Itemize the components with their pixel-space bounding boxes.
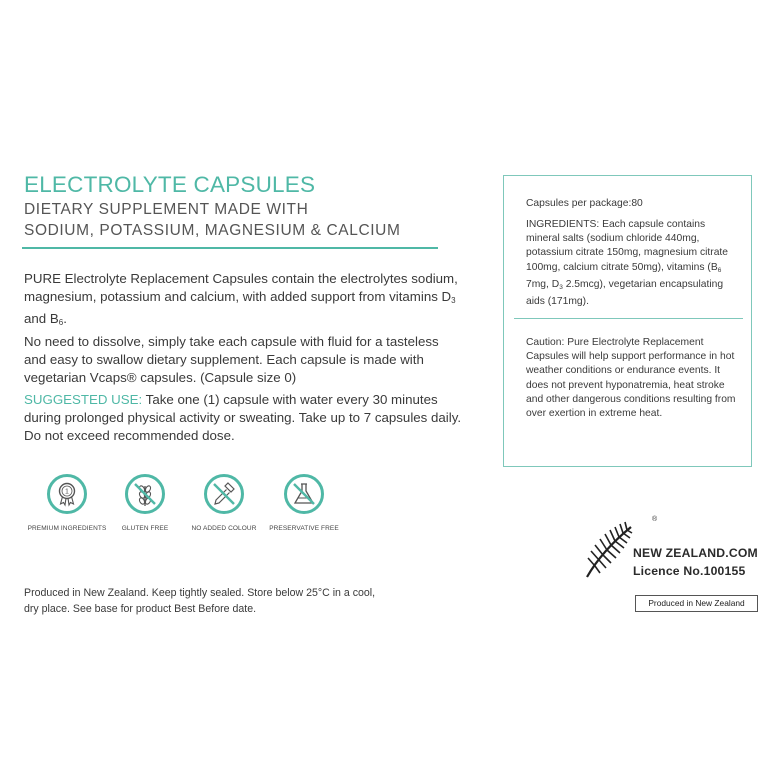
badge-label: NO ADDED COLOUR xyxy=(191,525,257,532)
badge-preservative-free xyxy=(262,474,346,532)
description-paragraph-1: PURE Electrolyte Replacement Capsules contain the electrolytes sodium, magnesium, potassium and calcium, with added support from vitamins $D_3$ and $B_6$. xyxy=(24,271,458,328)
storage-instructions: Produced in New Zealand. Keep tightly sealed. Store below 25°C in a cool, dry place. See base for product Best Before date. xyxy=(24,587,376,615)
ingredients-text: INGREDIENTS: Each capsule contains mineral salts (sodium chloride 440mg, potassium citrate 150mg, magnesium citrate 100mg, calcium citrate 50mg), vitamins ($B_6$ 7mg, $D_3$ 2.5mcg), vegetarian encapsulating aids (171mg). xyxy=(526,219,729,308)
badge-no-added-colour xyxy=(185,474,263,532)
suggested-use: SUGGESTED USE: Take one (1) capsule with water every 30 minutes during prolonged physical activity or sweating. Take up to 7 capsules daily. Do not exceed recommended dose. xyxy=(24,392,462,444)
product-title: ELECTROLYTE CAPSULES xyxy=(24,172,316,197)
badge-label: GLUTEN FREE xyxy=(121,525,169,532)
produced-in-nz-badge: Produced in New Zealand xyxy=(635,595,758,612)
badge-gluten-free xyxy=(113,474,177,532)
flask-crossed-icon xyxy=(284,474,324,514)
wheat-crossed-icon xyxy=(125,474,165,514)
dropper-crossed-icon xyxy=(204,474,244,514)
panel-divider xyxy=(514,318,743,319)
badge-label: PRESERVATIVE FREE xyxy=(269,525,339,532)
caution-text: Caution: Pure Electrolyte Replacement Capsules will help support performance in hot weather conditions or endurance events. It does not prevent hyponatremia, heat stroke and other dangerous conditions resulting from over exertion in extreme heat. xyxy=(526,337,736,420)
badge-premium-ingredients xyxy=(18,474,116,532)
silver-fern-icon xyxy=(583,519,633,579)
description-paragraph-2: No need to dissolve, simply take each capsule with fluid for a tasteless and easy to swallow dietary supplement. Each capsule is made with vegetarian Vcaps® capsules. (Capsule size 0) xyxy=(24,334,439,386)
nz-logo-name: NEW ZEALAND.COM xyxy=(633,546,758,560)
registered-mark: ® xyxy=(652,516,658,523)
title-divider xyxy=(22,247,438,249)
badge-label: PREMIUM INGREDIENTS xyxy=(27,525,107,532)
capsules-per-package: Capsules per package:80 xyxy=(526,198,643,209)
suggested-use-label: SUGGESTED USE: xyxy=(24,392,143,407)
ingredients-panel xyxy=(503,175,752,467)
subtitle-line-2: SODIUM, POTASSIUM, MAGNESIUM & CALCIUM xyxy=(24,222,401,239)
award-ribbon-icon xyxy=(47,474,87,514)
nz-licence-number: Licence No.100155 xyxy=(633,564,746,578)
subtitle-line-1: DIETARY SUPPLEMENT MADE WITH xyxy=(24,201,309,218)
svg-text:1: 1 xyxy=(65,488,69,496)
